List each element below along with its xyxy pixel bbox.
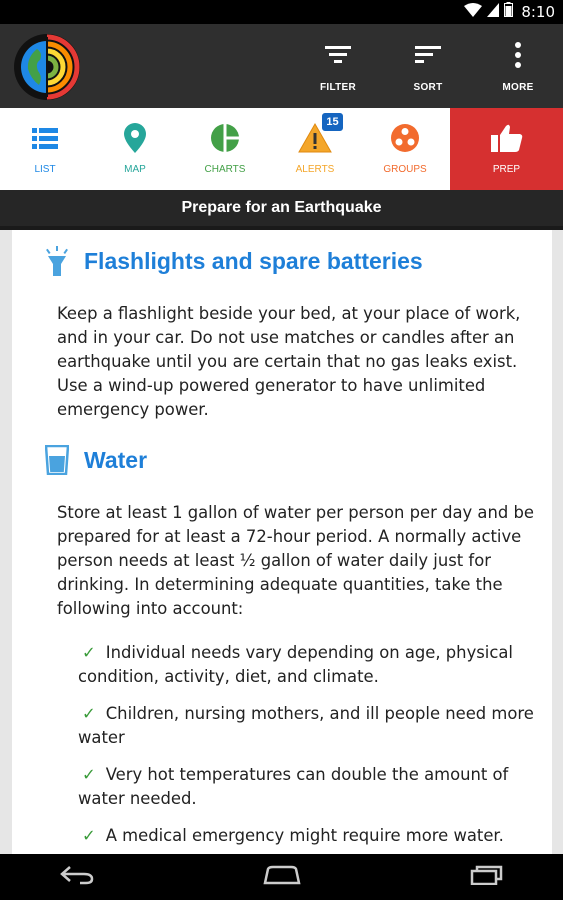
- pie-chart-icon: [210, 122, 240, 154]
- list-item-text: A medical emergency might require more water.: [105, 826, 504, 845]
- list-item-text: Individual needs vary depending on age, physical condition, activity, diet, and climate.: [78, 643, 513, 686]
- tab-map[interactable]: [90, 108, 180, 190]
- alerts-count-badge: 15: [321, 112, 344, 132]
- page-title: Prepare for an Earthquake: [181, 199, 382, 216]
- water-heading: [42, 445, 147, 475]
- tab-prep-label: PREP: [492, 164, 521, 175]
- recents-icon: [470, 865, 504, 890]
- content-scroll[interactable]: [0, 230, 563, 854]
- filter-icon: [325, 40, 351, 70]
- tab-alerts[interactable]: [270, 108, 360, 190]
- tab-map-label: MAP: [124, 164, 146, 175]
- more-label: MORE: [502, 82, 534, 93]
- sort-icon: [415, 40, 441, 70]
- tab-list[interactable]: [0, 108, 90, 190]
- recents-button[interactable]: [462, 862, 512, 892]
- signal-icon: [487, 3, 499, 22]
- tab-prep[interactable]: [450, 108, 563, 190]
- page-title-bar: [0, 190, 563, 230]
- checkmark-icon: ✓: [82, 643, 96, 662]
- list-item-text: Children, nursing mothers, and ill people need more water: [78, 704, 534, 747]
- home-icon: [263, 865, 301, 890]
- status-time: 8:10: [521, 3, 555, 21]
- back-icon: [60, 865, 94, 890]
- flashlight-icon: [42, 246, 72, 276]
- wifi-icon: [464, 3, 482, 22]
- tab-groups[interactable]: [360, 108, 450, 190]
- list-item: [78, 763, 538, 811]
- tab-charts-label: CHARTS: [204, 164, 246, 175]
- tab-list-label: LIST: [34, 164, 56, 175]
- list-icon: [32, 122, 58, 154]
- tab-charts[interactable]: [180, 108, 270, 190]
- filter-label: FILTER: [319, 82, 357, 93]
- more-button[interactable]: [473, 24, 563, 108]
- thumbs-up-icon: [491, 122, 523, 154]
- sort-label: SORT: [413, 82, 443, 93]
- water-heading-text: Water: [84, 446, 148, 473]
- list-item: [78, 641, 538, 689]
- back-button[interactable]: [52, 862, 102, 892]
- action-bar: [0, 24, 563, 108]
- tab-groups-label: GROUPS: [383, 164, 427, 175]
- groups-icon: [390, 122, 420, 154]
- tab-bar: [0, 108, 563, 190]
- list-item-text: Very hot temperatures can double the amount of water needed.: [78, 765, 509, 808]
- flashlights-paragraph: Keep a flashlight beside your bed, at your place of work, and in your car. Do not use matches or candles after an earthquake until you are certain that no gas leaks exist. Use a wind-up powered generator to have unlimited emergency power.: [57, 304, 521, 419]
- more-vert-icon: [514, 40, 522, 70]
- water-glass-icon: [42, 445, 72, 475]
- system-nav-bar: [0, 854, 563, 900]
- checkmark-icon: ✓: [82, 765, 96, 784]
- list-item: [78, 824, 538, 848]
- water-paragraph: Store at least 1 gallon of water per person per day and be prepared for at least a 72-hour period. A normally active person needs at least ½ gallon of water daily just for drinking. In determining adequate quantities, take the following into account:: [57, 503, 534, 618]
- filter-button[interactable]: [293, 24, 383, 108]
- prep-card: [12, 230, 552, 854]
- list-item: [78, 702, 538, 750]
- status-bar: [0, 0, 563, 24]
- checkmark-icon: ✓: [82, 704, 96, 723]
- flashlights-heading: [42, 246, 423, 276]
- map-pin-icon: [124, 122, 146, 154]
- sort-button[interactable]: [383, 24, 473, 108]
- tab-alerts-label: ALERTS: [295, 164, 335, 175]
- battery-icon: [504, 2, 513, 22]
- home-button[interactable]: [257, 862, 307, 892]
- app-logo[interactable]: [13, 33, 81, 101]
- checkmark-icon: ✓: [82, 826, 96, 845]
- flashlights-heading-text: Flashlights and spare batteries: [84, 247, 423, 274]
